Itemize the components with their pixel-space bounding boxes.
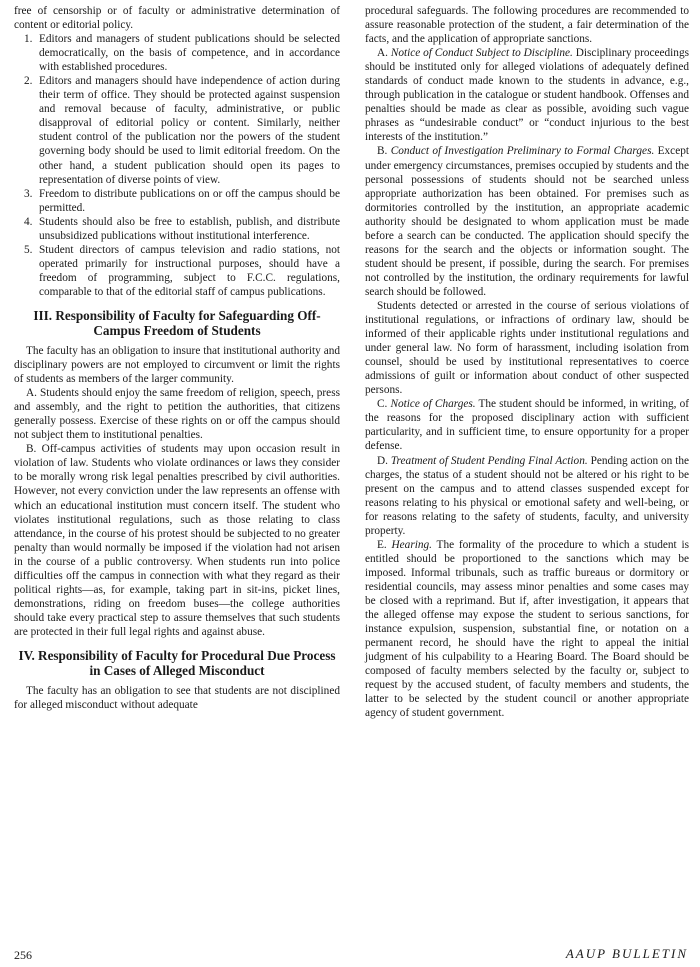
paragraph-text: Disciplinary proceedings should be instituted only for alleged violations of adequately defined standards of conduct made known to the students in advance, e.g., through publication in the catalogue or student handbook. Offenses and penalties should be made as clear as possible, avoiding such vague phrases as “undesirable conduct” or “conduct injurious to the best interests of the institution.” [365, 47, 689, 144]
list-item-number: 5. [24, 243, 33, 256]
paragraph-c [365, 397, 689, 453]
list-item [14, 243, 340, 299]
paragraph-title: Treatment of Student Pending Final Action. [390, 454, 588, 467]
continuation-paragraph: procedural safeguards. The following procedures are recommended to assure reasonable protection of the student, a fair determination of the facts, and the application of appropriate sanctions. [365, 5, 689, 46]
paragraph: Students detected or arrested in the course of serious violations of institutional regulations, or infractions of ordinary law, should be informed of their applicable rights under institutional regulations and under general law. No form of harassment, including isolation from counsel, should be used by institutional representatives to coerce admissions of guilt or information about conduct of other suspected persons. [365, 299, 689, 397]
paragraph: The faculty has an obligation to insure that institutional authority and disciplinary powers are not employed to circumvent or limit the rights of students as members of the larger community. [14, 344, 340, 386]
list-item [14, 187, 340, 215]
list-item-text: Freedom to distribute publications on or off the campus should be permitted. [39, 187, 340, 214]
list-item [14, 215, 340, 243]
paragraph-title: Hearing. [391, 538, 432, 551]
paragraph-text: Except under emergency circumstances, premises occupied by students and the personal possessions of students should not be searched unless appropriate authorization has been obtained. For premises such as dormitories controlled by the institution, an appropriate academic authority should be designated to whom application must be made before a search can be conducted. The application should specify the reasons for the search and the objects or information sought. The student should be present, if possible, during the search. For premises not controlled by the institution, the ordinary requirements for lawful search should be followed. [365, 145, 689, 298]
paragraph-b [365, 144, 689, 299]
paragraph-text: Pending action on the charges, the status of a student should not be altered or his right to be present on the campus and to attend classes suspended except for reasons relating to his physical or emotional safety and well-being, or for reasons relating to the safety of students, faculty, and university property. [365, 454, 690, 537]
paragraph-text: The student should be informed, in writing, of the reasons for the proposed disciplinary action with sufficient particularity, and in sufficient time, to ensure opportunity for a proper defense. [365, 398, 689, 453]
paragraph-title: Conduct of Investigation Preliminary to Formal Charges. [390, 145, 655, 158]
paragraph-a [365, 46, 689, 144]
list-item-text: Students should also be free to establish, publish, and distribute unsubsidized publications without institutional interference. [39, 215, 340, 242]
journal-title: AAUP BULLETIN [565, 946, 688, 961]
paragraph-label: B. [377, 145, 391, 158]
list-item-text: Editors and managers of student publications should be selected democratically, on the basis of competence, and in accordance with established procedures. [39, 33, 340, 74]
paragraph: B. Off-campus activities of students may upon occasion result in violation of law. Students who violate ordinances or laws they consider to be morally wrong risk legal penalties prescribed by civil authorities. However, not every conviction under the law represents an offense with which an educational institution must concern itself. The student who violates institutional regulations, such as those relating to class attendance, in the course of his protest should be subjected to no greater penalty than would normally be imposed if the violation had not arisen in the course of a public controversy. When students run into police difficulties off the campus in connection with what they regard as their political rights—as, for example, taking part in sit-ins, picket lines, demonstrations, riding on freedom buses—the college authorities should take every practical step to assure themselves that such students are protected in their full legal rights and against abuse. [14, 443, 340, 638]
list-item [14, 74, 340, 186]
paragraph-title: Notice of Charges. [390, 398, 476, 411]
list-item-text: Student directors of campus television and radio stations, not operated primarily for instructional purposes, should have a freedom of programming, subject to F.C.C. regulations, comparable to that of the editorial staff of campus publications. [39, 243, 340, 298]
paragraph: A. Students should enjoy the same freedom of religion, speech, press and assembly, and the right to petition the authorities, that citizens generally possess. Exercise of these rights on or off the campus should not subject them to institutional penalties. [14, 387, 340, 442]
paragraph-label: C. [377, 398, 391, 411]
right-column [365, 4, 689, 720]
publication-guidelines-list [14, 32, 340, 299]
paragraph-label: D. [377, 454, 391, 467]
list-item-number: 1. [24, 33, 33, 46]
paragraph-title: Notice of Conduct Subject to Discipline. [390, 47, 573, 60]
list-item [14, 32, 340, 74]
left-column [14, 4, 340, 712]
section-heading-iv: IV. Responsibility of Faculty for Procedural Due Process in Cases of Alleged Misconduct [18, 647, 336, 678]
paragraph-label: E. [377, 538, 392, 551]
intro-paragraph: free of censorship or of faculty or administrative determination of content or editorial policy. [14, 5, 340, 32]
paragraph-label: A. [377, 47, 391, 60]
paragraph: The faculty has an obligation to see that students are not disciplined for alleged misconduct without adequate [14, 684, 340, 712]
page-number: 256 [14, 948, 32, 962]
list-item-number: 4. [24, 215, 33, 228]
paragraph-text: The formality of the procedure to which a student is entitled should be proportioned to the sanctions which may be imposed. Informal tribunals, such as traffic bureaus or dormitory or residential councils, may assess minor penalties and some cases may be closed with a reprimand. But if, after investigation, it appears that the alleged offense may expose the student to serious sanctions, for instance expulsion, suspension, substantial fine, or notation on a permanent record, he should have the right to appeal the initial judgment of his culpability to a Hearing Board. The Board should be composed of faculty members selected by the faculty or, subject to request by the accused student, of faculty members and students, the latter to be selected by the student council or another appropriate agency of student government. [365, 538, 689, 720]
list-item-number: 2. [24, 75, 33, 88]
list-item-text: Editors and managers should have independence of action during their term of office. They should be protected against suspension and removal because of faculty, administrative, or public disapproval of editorial policy or content. Similarly, neither student control of the publication nor the powers of the student governing body should be used to limit editorial freedom. On the other hand, a student publication should open its pages to representation of diverse points of view. [39, 75, 340, 186]
section-heading-iii: III. Responsibility of Faculty for Safeguarding Off-Campus Freedom of Students [33, 307, 321, 338]
list-item-number: 3. [24, 187, 33, 200]
paragraph-e [365, 538, 689, 721]
paragraph-d [365, 454, 689, 538]
